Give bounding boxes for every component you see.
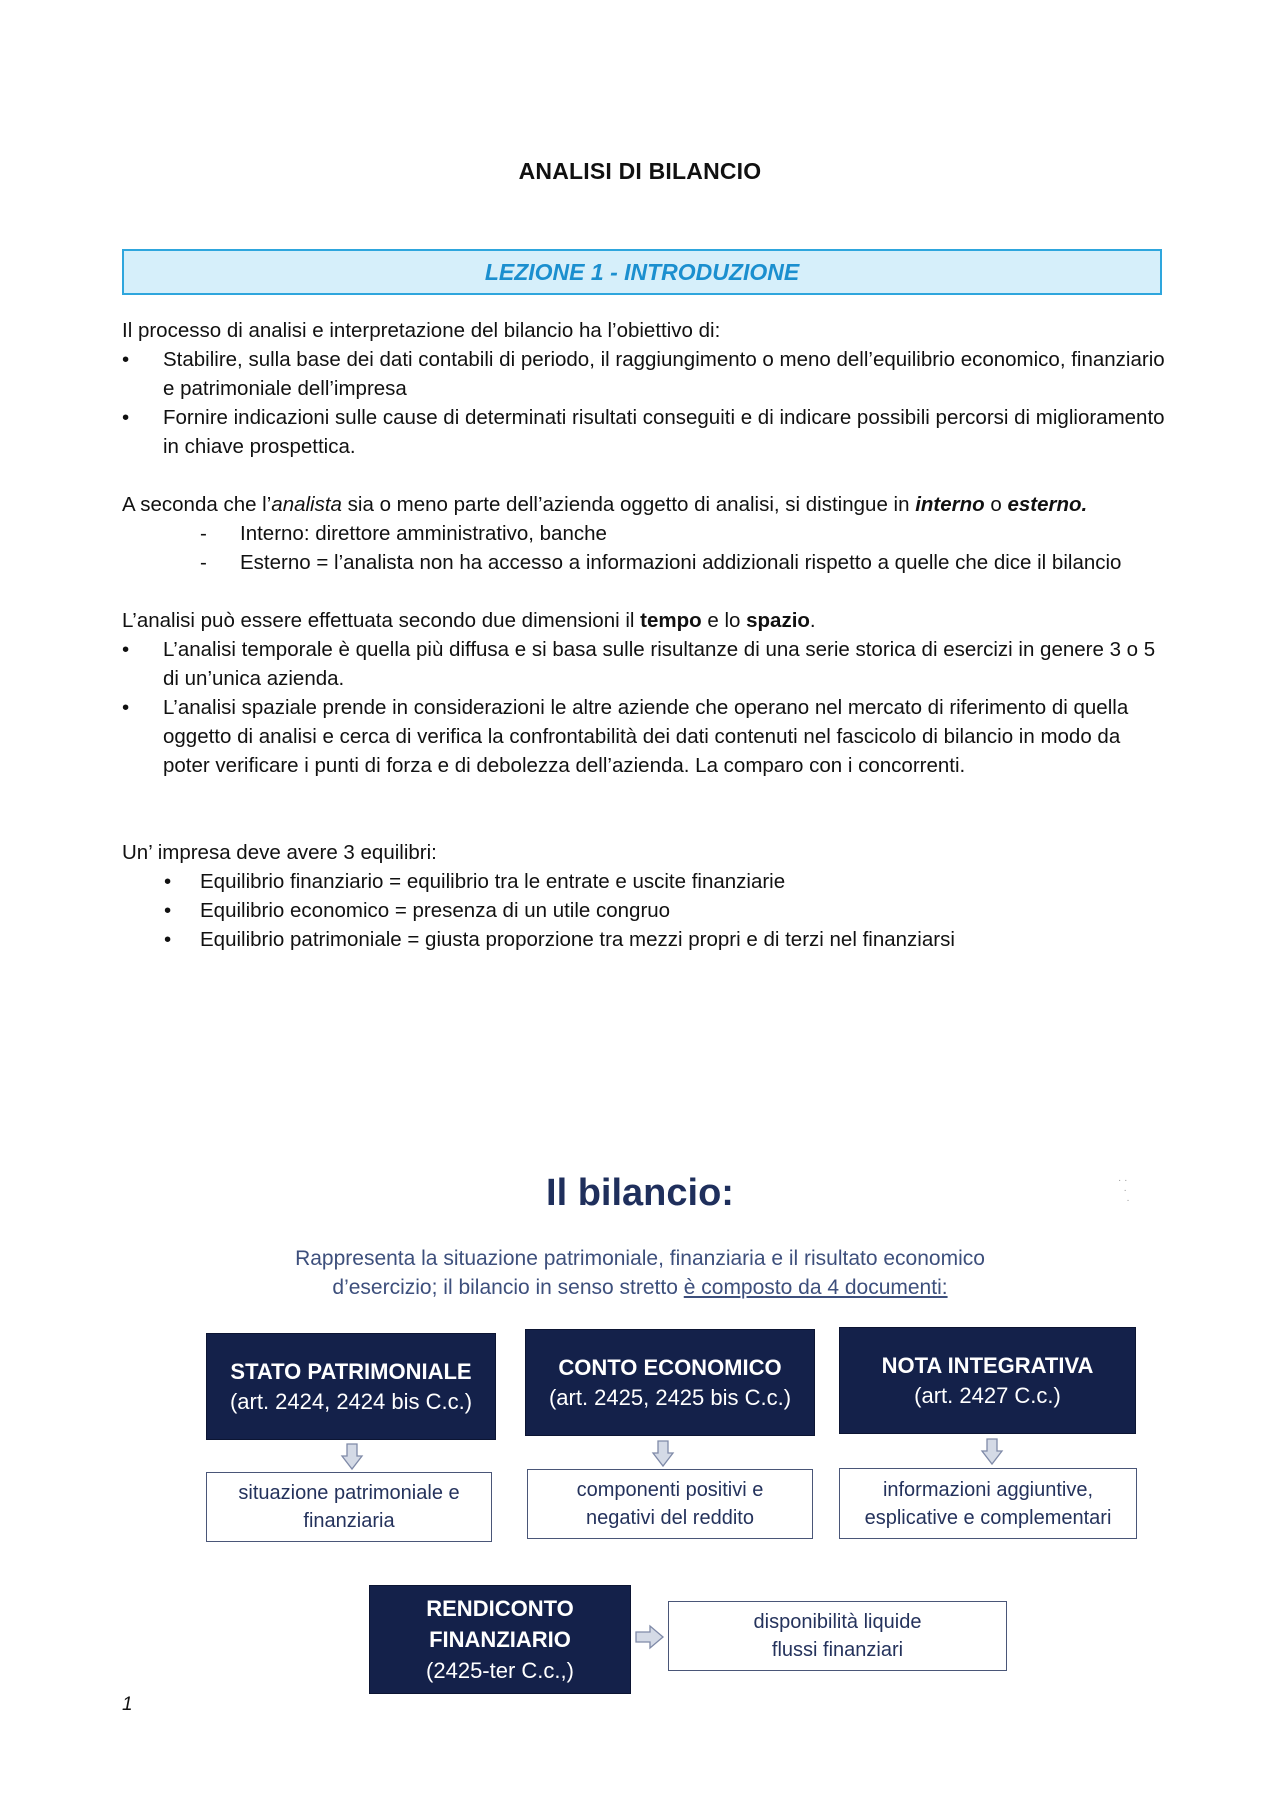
list-item: • Equilibrio economico = presenza di un utile congruo bbox=[164, 899, 671, 922]
intro-lead: Il processo di analisi e interpretazione del bilancio ha l’obiettivo di: bbox=[122, 319, 721, 342]
arrow-down-icon bbox=[651, 1440, 675, 1468]
list-item: • Equilibrio finanziario = equilibrio tra le entrate e uscite finanziarie bbox=[164, 870, 786, 893]
figure-title: Il bilancio: bbox=[546, 1172, 734, 1214]
intro-bullets bbox=[122, 345, 1172, 461]
list-item: • Stabilire, sulla base dei dati contabili di periodo, il raggiungimento o meno dell’equilibrio economico, finanziario e patrimoniale dell’impresa bbox=[122, 348, 1165, 400]
doc-desc-stato-patrimoniale: situazione patrimoniale e finanziaria bbox=[206, 1472, 492, 1542]
doc-desc-rendiconto: disponibilità liquide flussi finanziari bbox=[668, 1601, 1007, 1671]
list-item: - Interno: direttore amministrativo, banche bbox=[200, 522, 607, 545]
dimensions-bullets bbox=[122, 635, 1172, 780]
arrow-down-icon bbox=[980, 1438, 1004, 1466]
list-item: • Equilibrio patrimoniale = giusta proporzione tra mezzi propri e di terzi nel finanziarsi bbox=[164, 928, 955, 951]
analyst-paragraph: A seconda che l’analista sia o meno parte dell’azienda oggetto di analisi, si distingue in interno o esterno. bbox=[122, 493, 1088, 516]
list-item: • Fornire indicazioni sulle cause di determinati risultati conseguiti e di indicare possibili percorsi di miglioramento in chiave prospettica. bbox=[122, 406, 1165, 458]
analyst-dashes bbox=[122, 519, 1172, 577]
list-item: • L’analisi temporale è quella più diffusa e si basa sulle risultanze di una serie storica di esercizi in genere 3 o 5 di un’unica azienda. bbox=[122, 638, 1156, 690]
arrow-down-icon bbox=[340, 1443, 364, 1471]
doc-box-nota-integrativa: NOTA INTEGRATIVA (art. 2427 C.c.) bbox=[839, 1327, 1136, 1434]
decorative-specks: · · · · bbox=[1118, 1175, 1130, 1206]
page-title: ANALISI DI BILANCIO bbox=[518, 158, 762, 184]
equilibri-lead: Un’ impresa deve avere 3 equilibri: bbox=[122, 841, 437, 864]
page-number: 1 bbox=[122, 1694, 133, 1715]
equilibri-bullets bbox=[122, 867, 1172, 954]
doc-box-conto-economico: CONTO ECONOMICO (art. 2425, 2425 bis C.c.) bbox=[525, 1329, 815, 1436]
doc-box-stato-patrimoniale: STATO PATRIMONIALE (art. 2424, 2424 bis C.c.) bbox=[206, 1333, 496, 1440]
doc-desc-nota-integrativa: informazioni aggiuntive, esplicative e complementari bbox=[839, 1468, 1137, 1539]
list-item: • L’analisi spaziale prende in considerazioni le altre aziende che operano nel mercato di riferimento di quella oggetto di analisi e cerca di verifica la confrontabilità dei dati contenuti nel fascicolo di bilancio in modo da poter verificare i punti di forza e di debolezza dell’azienda. La comparo con i concorrenti. bbox=[122, 696, 1129, 777]
list-item: - Esterno = l’analista non ha accesso a informazioni addizionali rispetto a quelle che dice il bilancio bbox=[200, 551, 1122, 574]
lesson-header bbox=[122, 249, 1162, 295]
doc-desc-conto-economico: componenti positivi e negativi del reddito bbox=[527, 1469, 813, 1539]
arrow-right-icon bbox=[635, 1624, 665, 1650]
dimensions-paragraph: L’analisi può essere effettuata secondo due dimensioni il tempo e lo spazio. bbox=[122, 609, 816, 632]
lesson-title: LEZIONE 1 - INTRODUZIONE bbox=[484, 258, 800, 285]
body-text bbox=[122, 316, 1172, 954]
doc-box-rendiconto-finanziario: RENDICONTO FINANZIARIO (2425-ter C.c.,) bbox=[369, 1585, 631, 1694]
figure-subtitle: Rappresenta la situazione patrimoniale, finanziaria e il risultato economico d’esercizio; il bilancio in senso stretto è composto da 4 documenti: bbox=[295, 1247, 985, 1299]
